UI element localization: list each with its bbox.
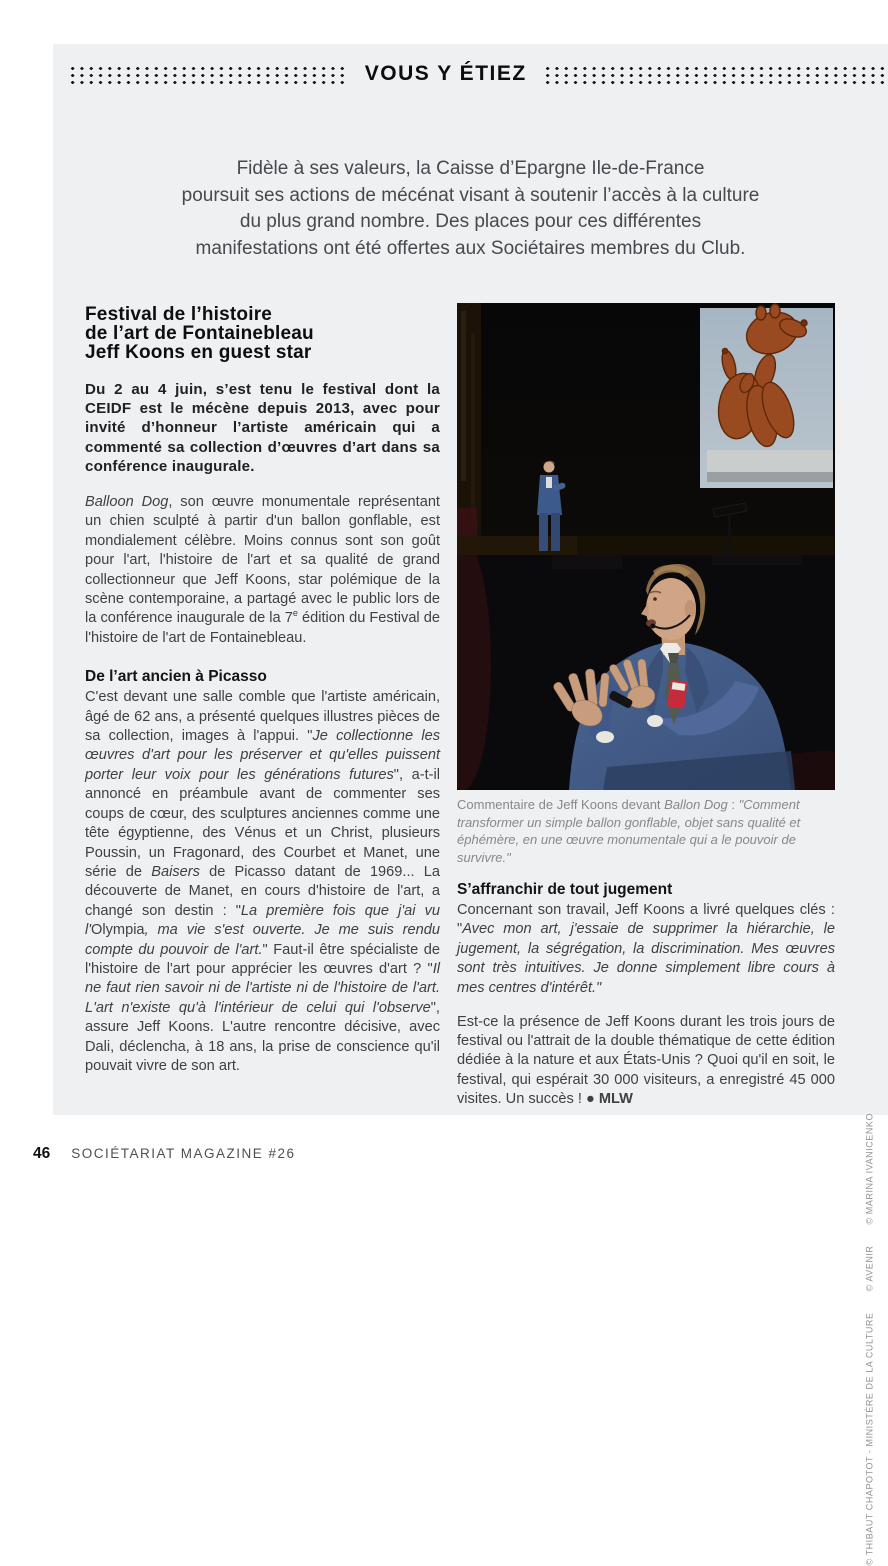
intro-paragraph [53, 156, 888, 262]
page-footer [33, 1145, 888, 1163]
footer-page-number: 46 [33, 1145, 51, 1162]
article-title-line: de l’art de Fontainebleau [85, 323, 314, 344]
photo-credits-vertical [864, 1113, 874, 1566]
section-header [68, 64, 888, 86]
article-columns [85, 303, 835, 1124]
article-left-column [85, 303, 440, 1124]
article-subhead-2: S’affranchir de tout jugement [457, 881, 673, 898]
article-subhead-1: De l’art ancien à Picasso [85, 668, 267, 686]
photo-caption: Commentaire de Jeff Koons devant Ballon Dog : "Comment transformer un simple ballon gonflable, objet sans qualité et éphémère, en une œuvre monumentale qui a le pouvoir de survivre." [457, 797, 801, 865]
section-title: VOUS Y ÉTIEZ [364, 62, 527, 85]
photo-jeff-koons-closeup [457, 555, 835, 790]
article-title [85, 305, 440, 362]
article-title-line: Jeff Koons en guest star [85, 342, 312, 363]
article-right-column [457, 303, 835, 1124]
intro-line: du plus grand nombre. Des places pour ces différentes [239, 211, 702, 232]
dotted-rule-right [543, 65, 888, 86]
article-title-line: Festival de l’histoire [85, 304, 273, 325]
photo-credit: © AVENIR [864, 1245, 874, 1292]
footer-magazine-title: SOCIÉTARIAT MAGAZINE #26 [71, 1146, 296, 1161]
photo-credit: © THIBAUT CHAPOTOT - MINISTÈRE DE LA CULTURE [864, 1312, 874, 1566]
article-lead: Du 2 au 4 juin, s’est tenu le festival dont la CEIDF est le mécène depuis 2013, avec pour invité d’honneur l’artiste américain qui a commenté sa collection d’œuvres d’art dans sa conférence inaugurale. [85, 381, 440, 475]
article-paragraph-4: Est-ce la présence de Jeff Koons durant les trois jours de festival ou l'attrait de la double thématique de cette édition dédiée à la nature et aux États-Unis ? Quoi qu'il en soit, le festival, qui espérait 30 000 visiteurs, a enregistré 45 000 visites. Un succès ! ● MLW [457, 1013, 835, 1108]
photo-credit: © MARINA IVANICENKO [864, 1113, 874, 1225]
intro-line: Fidèle à ses valeurs, la Caisse d’Epargne Ile-de-France [236, 158, 705, 179]
photo-jeff-koons-stage [457, 303, 835, 555]
article-paragraph-1: Balloon Dog, son œuvre monumentale représentant un chien sculpté à partir d'un ballon gonflable, est mondialement célèbre. Moins connus sont son goût pour l'art, l'histoire de l'art et sa qualité de grand collectionneur que Jeff Koons, star polémique de la scène contemporaine, a partagé avec le public lors de la conférence inaugurale de la 7e édition du Festival de l'histoire de l'art de Fontainebleau. [85, 494, 440, 646]
intro-line: poursuit ses actions de mécénat visant à soutenir l’accès à la culture [181, 184, 760, 206]
dotted-rule-left [68, 65, 349, 86]
intro-line: manifestations ont été offertes aux Sociétaires membres du Club. [195, 237, 746, 259]
article-paragraph-3: Concernant son travail, Jeff Koons a livré quelques clés : "Avec mon art, j'essaie de supprimer la hiérarchie, le jugement, la ségrégation, la discrimination. Mes œuvres sont très intuitives. Je donne simplement libre cours à mes centres d'intérêt." [457, 902, 835, 996]
article-paragraph-2: C'est devant une salle comble que l'artiste américain, âgé de 62 ans, a présenté quelques illustres pièces de sa collection, images à l'appui. "Je collectionne les œuvres d'art pour les préserver et qu'elles puissent porter leur voix pour les générations futures", a-t-il annoncé en préambule avant de commenter ses coups de cœur, des sculptures anciennes comme une tête égyptienne, des Vénus et un Christ, plusieurs Poussin, un Fragonard, des Courbet et Manet, une série de Baisers de Picasso datant de 1969... La découverte de Manet, en cours d'histoire de l'art, a changé son destin : "La première fois que j'ai vu l'Olympia, ma vie s'est ouverte. Je me suis rendu compte du pouvoir de l'art." Faut-il être spécialiste de l'histoire de l'art pour apprécier les œuvres d'art ? "Il ne faut rien savoir ni de l'artiste ni de l'histoire de l'art. L'art n'existe qu'à l'intérieur de celui qui l'observe", assure Jeff Koons. L'autre rencontre décisive, avec Dali, déclencha, à 18 ans, la prise de conscience qu'il pouvait vivre de son art. [85, 689, 441, 1074]
